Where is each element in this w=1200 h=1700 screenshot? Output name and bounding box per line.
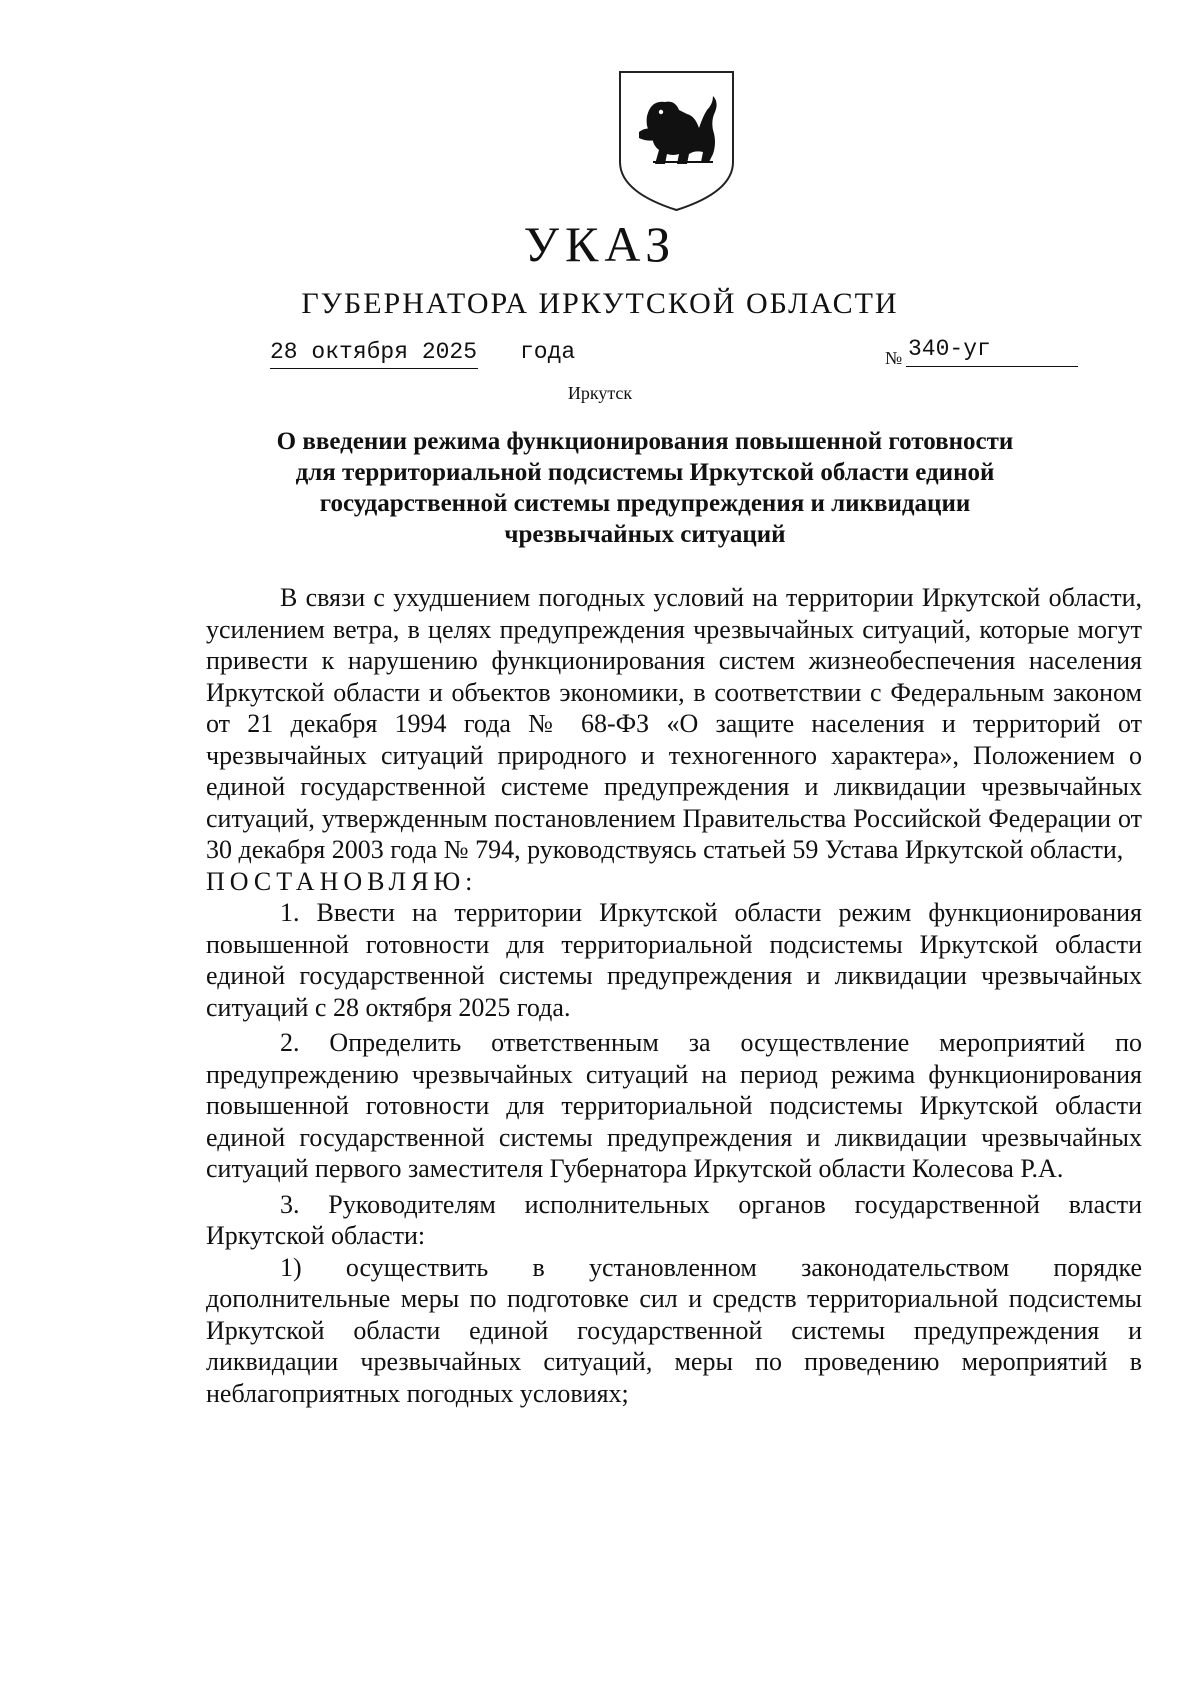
heading-line: чрезвычайных ситуаций [504,521,786,548]
decree-word: ПОСТАНОВЛЯЮ: [206,866,478,896]
item-3-1-paragraph: 1) осуществить в установленном законодательством порядке дополнительные меры по подготовке сил и средств территориальной подсистемы Иркутской области единой государственной системы предупреждения и ликвидации чрезвычайных ситуаций, меры по проведению мероприятий в неблагоприятных погодных условиях; [206,1252,1142,1408]
document-heading [200,426,1090,550]
document-date: 28 октября 2025 [270,336,478,369]
document-body [206,582,1142,1409]
document-title: УКАЗ [523,216,677,272]
document-date-suffix: года [520,339,576,365]
document-number: 340-уг [906,332,1078,367]
number-sign: № [885,348,903,368]
item-2-paragraph: 2. Определить ответственным за осуществление мероприятий по предупреждению чрезвычайных ситуаций на период режима функционирования повышенной готовности для территориальной подсистемы Иркутской области единой государственной системы предупреждения и ликвидации чрезвычайных ситуаций первого заместителя Губернатора Иркутской области Колесова Р.А. [206,1028,1142,1183]
preamble-paragraph: В связи с ухудшением погодных условий на территории Иркутской области, усилением ветра, в целях предупреждения чрезвычайных ситуаций, которые могут привести к нарушению функционирования систем жизнеобеспечения населения Иркутской области и объектов экономики, в соответствии с Федеральным законом от 21 декабря 1994 года № 68-ФЗ «О защите населения и территорий от чрезвычайных ситуаций природного и техногенного характера», Положением о единой государственной системе предупреждения и ликвидации чрезвычайных ситуаций, утвержденным постановлением Правительства Российской Федерации от 30 декабря 2003 года № 794, руководствуясь статьей 59 Устава Иркутской области, [206,583,1142,864]
item-3-paragraph: 3. Руководителям исполнительных органов государственной власти Иркутской области: [206,1189,1142,1250]
heading-line: для территориальной подсистемы Иркутской области единой [295,459,995,486]
coat-of-arms-icon [617,70,736,212]
document-subtitle: ГУБЕРНАТОРА ИРКУТСКОЙ ОБЛАСТИ [301,287,899,320]
document-city: Иркутск [567,383,633,403]
heading-line: государственной системы предупреждения и ликвидации [319,490,971,517]
heading-line: О введении режима функционирования повышенной готовности [276,428,1014,455]
item-1-paragraph: 1. Ввести на территории Иркутской области режим функционирования повышенной готовности для территориальной подсистемы Иркутской области единой государственной системы предупреждения и ликвидации чрезвычайных ситуаций с 28 октября 2025 года. [206,898,1142,1022]
